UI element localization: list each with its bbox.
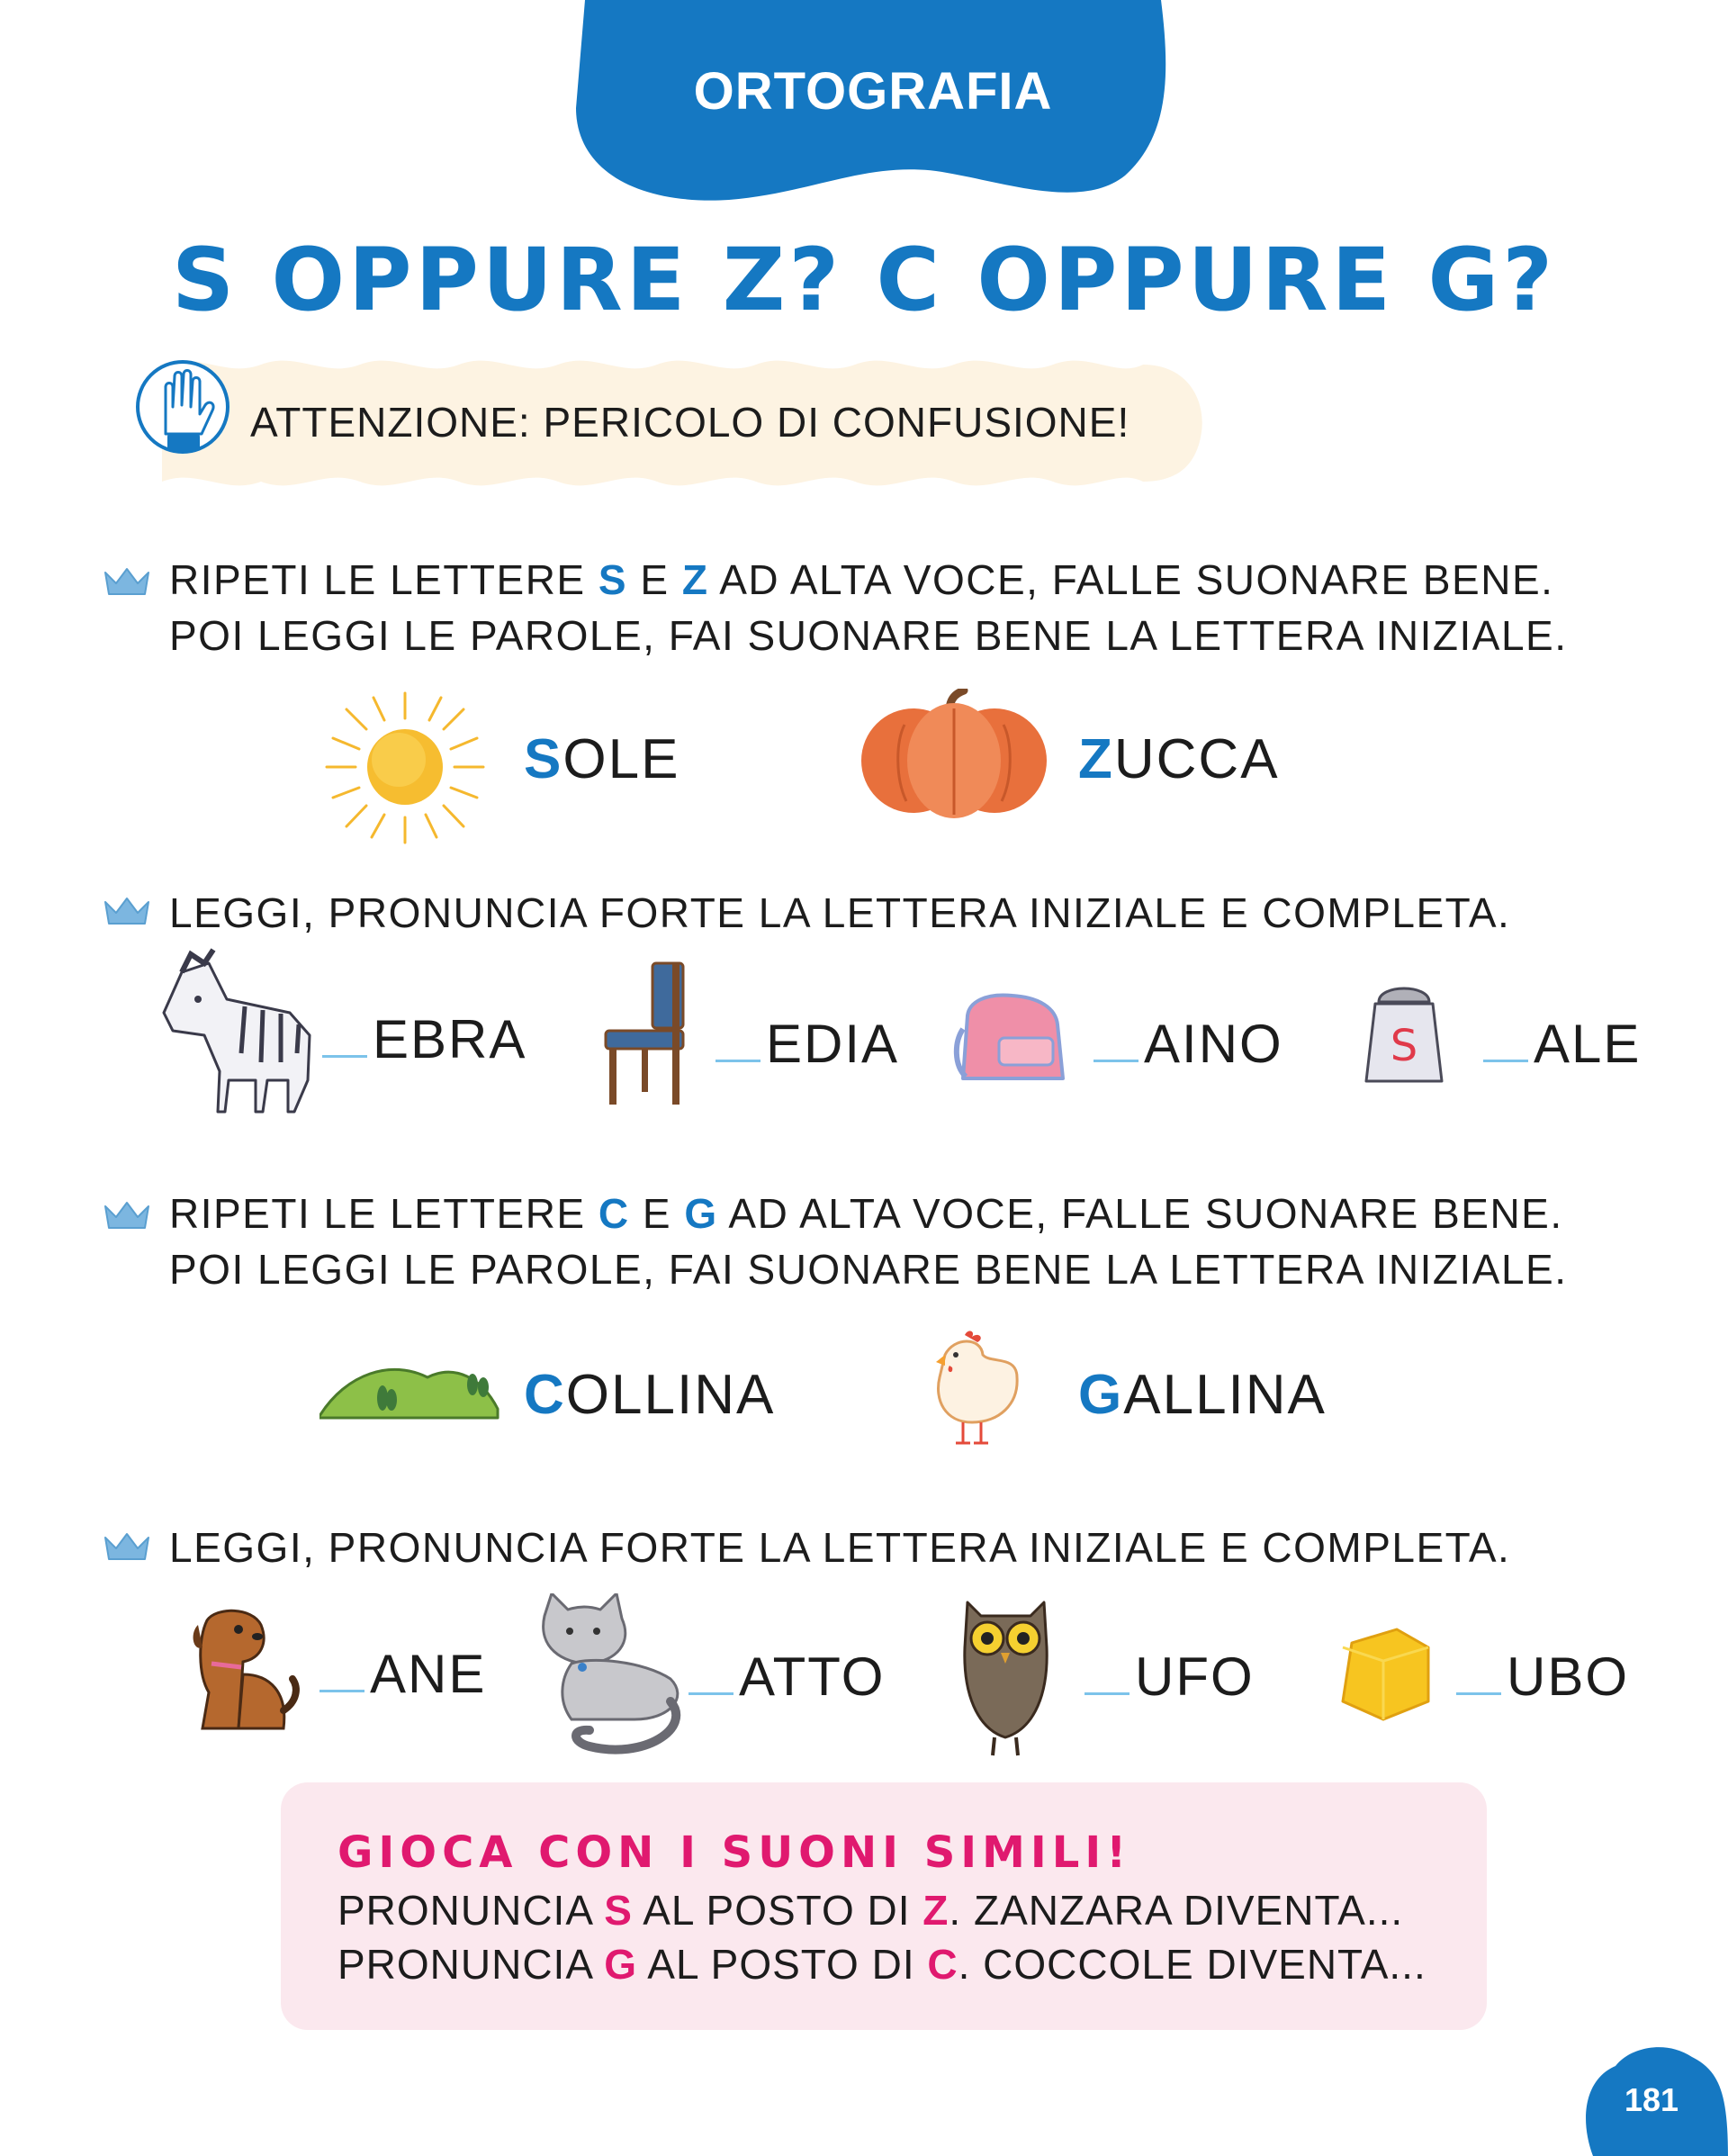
page-number: 181: [1624, 2081, 1679, 2118]
word-gallina: GALLINA: [1078, 1364, 1327, 1426]
word-sole: SOLE: [524, 728, 680, 790]
raised-hand-icon: [133, 351, 232, 468]
game-line-2: PRONUNCIA G AL POSTO DI C. COCCOLE DIVENTA...: [338, 1941, 1426, 1988]
exercise1-line1: RIPETI LE LETTERE S E Z AD ALTA VOCE, FALLE SUONARE BENE.: [169, 556, 1554, 603]
crown-icon: [102, 1199, 152, 1233]
fill-ufo[interactable]: UFO: [1084, 1646, 1255, 1708]
dog-icon: [189, 1602, 302, 1742]
game-line-1: PRONUNCIA S AL POSTO DI Z. ZANZARA DIVENTA...: [338, 1887, 1404, 1934]
fill-ale[interactable]: ALE: [1483, 1013, 1641, 1075]
cat-icon: [536, 1593, 693, 1760]
zebra-icon: [155, 945, 321, 1116]
word-collina: COLLINA: [524, 1364, 776, 1426]
fill-ebra[interactable]: EBRA: [322, 1008, 526, 1070]
exercise3-line2: POI LEGGI LE PAROLE, FAI SUONARE BENE LA LETTERA INIZIALE.: [169, 1246, 1568, 1293]
fill-atto[interactable]: ATTO: [688, 1646, 885, 1708]
fill-ane[interactable]: ANE: [320, 1643, 486, 1705]
hen-icon: [918, 1328, 1022, 1449]
hill-icon: [320, 1355, 500, 1422]
fill-ubo[interactable]: UBO: [1456, 1646, 1629, 1708]
letter-g: G: [684, 1190, 718, 1237]
salt-shaker-icon: [1359, 975, 1449, 1087]
word-zucca: ZUCCA: [1078, 728, 1280, 790]
exercise2-instruction: LEGGI, PRONUNCIA FORTE LA LETTERA INIZIALE E COMPLETA.: [169, 889, 1511, 936]
exercise3-instruction: [169, 1186, 1568, 1297]
chair-icon: [597, 959, 691, 1107]
exercise1-line2: POI LEGGI LE PAROLE, FAI SUONARE BENE LA LETTERA INIZIALE.: [169, 612, 1568, 659]
section-label: ORTOGRAFIA: [693, 62, 1053, 121]
crown-icon: [102, 895, 152, 929]
exercise3-line1: RIPETI LE LETTERE C E G AD ALTA VOCE, FALLE SUONARE BENE.: [169, 1190, 1563, 1237]
warning-text: ATTENZIONE: PERICOLO DI CONFUSIONE!: [250, 399, 1130, 446]
game-title: GIOCA CON I SUONI SIMILI!: [338, 1827, 1132, 1878]
backpack-icon: [950, 988, 1071, 1087]
letter-c: C: [598, 1190, 630, 1237]
cube-icon: [1334, 1620, 1437, 1724]
letter-z: Z: [681, 556, 709, 603]
pumpkin-icon: [860, 689, 1048, 824]
sun-icon: [320, 684, 490, 851]
page-title: S OPPURE Z? C OPPURE G?: [171, 230, 1557, 330]
exercise1-instruction: [169, 552, 1568, 663]
crown-icon: [102, 1530, 152, 1565]
exercise4-instruction: LEGGI, PRONUNCIA FORTE LA LETTERA INIZIALE E COMPLETA.: [169, 1524, 1511, 1571]
letter-s: S: [598, 556, 628, 603]
fill-aino[interactable]: AINO: [1094, 1013, 1283, 1075]
shaker-letter: S: [1390, 1021, 1418, 1071]
fill-edia[interactable]: EDIA: [716, 1013, 899, 1075]
owl-icon: [958, 1593, 1053, 1760]
crown-icon: [102, 565, 152, 600]
